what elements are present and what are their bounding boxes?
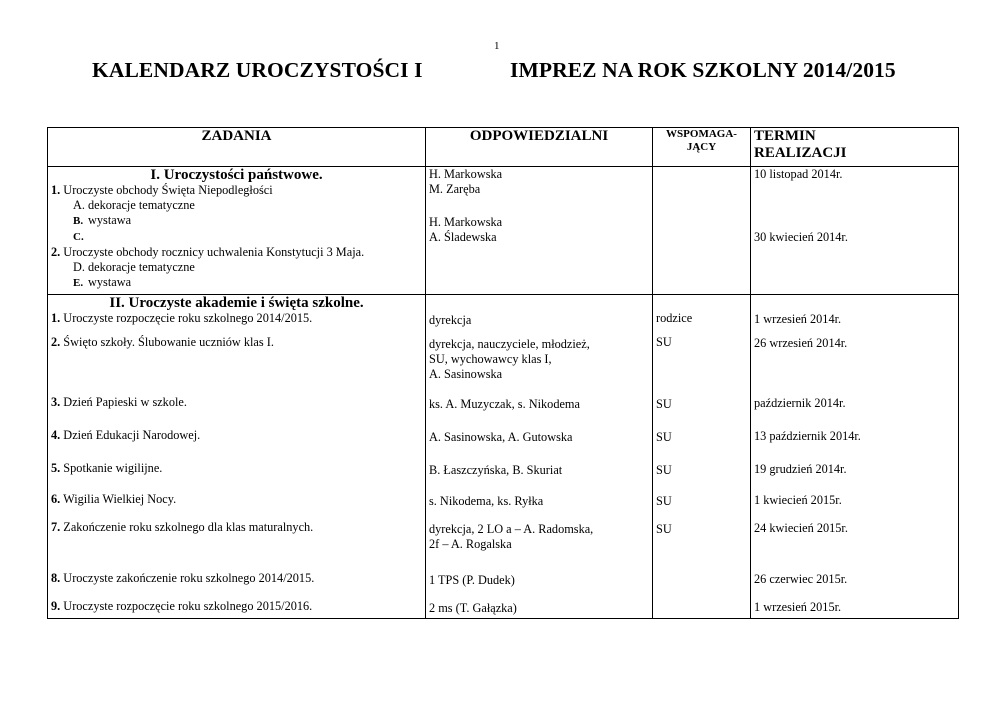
item-text: Uroczyste obchody rocznicy uchwalenia Konstytucji 3 Maja. [60,245,365,259]
deadline: 26 wrzesień 2014r. [754,336,848,350]
responsible-line: A. Śladewska [429,230,497,244]
item-text: Zakończenie roku szkolnego dla klas maturalnych. [60,520,314,534]
item-text: Dzień Papieski w szkole. [60,395,187,409]
support: SU [656,494,672,508]
support: rodzice [656,311,693,325]
header-termin [751,128,959,167]
sub-item [51,275,422,291]
page-title-part1: KALENDARZ UROCZYSTOŚCI I [92,58,423,82]
section1-responsible [426,167,653,295]
table-row [51,571,422,599]
item-number: 1. [51,183,61,197]
support: SU [656,335,672,349]
item-number: 2. [51,245,61,259]
section2-tasks [48,295,426,619]
section2-title: II. Uroczyste akademie i święta szkolne. [109,295,364,311]
sub-letter: A. [73,198,85,212]
table-row [51,492,422,520]
item-text: Uroczyste rozpoczęcie roku szkolnego 2015/2016. [60,599,313,613]
responsible-line: A. Sasinowska [429,367,503,381]
item-text: Uroczyste rozpoczęcie roku szkolnego 2014/2015. [60,311,313,325]
table-row [51,395,422,428]
item-text: Wigilia Wielkiej Nocy. [60,492,177,506]
table-row [51,428,422,461]
deadline: 30 kwiecień 2014r. [754,230,848,244]
sub-letter: B. [73,215,84,227]
header-wspomagajacy-line1: WSPOMAGA- [666,128,737,140]
sub-letter: C. [73,231,84,243]
sub-letter: D. [73,260,85,274]
responsible [429,337,649,397]
sub-item [51,213,422,229]
deadline: 10 listopad 2014r. [754,167,843,181]
sub-letter: E. [73,277,84,289]
deadline: 1 wrzesień 2014r. [754,312,842,326]
sub-text: wystawa [88,275,132,289]
table-row [51,311,422,335]
support: SU [656,463,672,477]
section1-row [48,167,959,295]
responsible: A. Sasinowska, A. Gutowska [429,430,573,444]
responsible-line: SU, wychowawcy klas I, [429,352,552,366]
support: SU [656,430,672,444]
item-text: Święto szkoły. Ślubowanie uczniów klas I. [60,335,274,349]
deadline: październik 2014r. [754,396,846,410]
responsible [429,522,649,573]
section1-item2 [51,245,422,260]
item-text: Uroczyste obchody Święta Niepodległości [60,183,273,197]
sub-item [51,260,422,275]
item-number: 9. [51,599,61,613]
section1-tasks [48,167,426,295]
item-number: 6. [51,492,61,506]
support: SU [656,397,672,411]
item-text: Spotkanie wigilijne. [60,461,163,475]
page-number: 1 [494,40,500,52]
page-title-part2: IMPREZ NA ROK SZKOLNY 2014/2015 [510,58,896,82]
item-number: 5. [51,461,61,475]
header-termin-line1: TERMIN [754,128,816,144]
sub-item [51,198,422,213]
table-row [51,461,422,492]
deadline: 1 kwiecień 2015r. [754,493,842,507]
deadline: 13 październik 2014r. [754,429,861,443]
section2-responsible [426,295,653,619]
responsible-line: M. Zaręba [429,182,481,196]
sub-text: wystawa [88,213,132,227]
responsible: 2 ms (T. Gałązka) [429,601,517,615]
section1-item1 [51,183,422,198]
responsible-line: dyrekcja, 2 LO a – A. Radomska, [429,522,594,536]
responsible-line: H. Markowska [429,167,503,181]
section1-support [653,167,751,295]
header-termin-line2: REALIZACJI [754,145,847,161]
section2-deadline [751,295,959,619]
table-row [51,520,422,571]
section2-support [653,295,751,619]
sub-text: dekoracje tematyczne [88,198,195,212]
responsible: dyrekcja [429,313,472,327]
header-row [48,128,959,167]
section1-deadline [751,167,959,295]
responsible: ks. A. Muzyczak, s. Nikodema [429,397,580,411]
deadline: 26 czerwiec 2015r. [754,572,848,586]
section2-rows [48,295,959,619]
item-number: 2. [51,335,61,349]
item-number: 8. [51,571,61,585]
item-number: 4. [51,428,61,442]
header-odpowiedzialni: ODPOWIEDZIALNI [426,128,653,167]
section1-title: I. Uroczystości państwowe. [150,167,323,183]
deadline: 24 kwiecień 2015r. [754,521,848,535]
header-zadania: ZADANIA [48,128,426,167]
header-wspomagajacy-line2: JĄCY [686,141,717,153]
header-wspomagajacy [653,128,751,167]
item-text: Dzień Edukacji Narodowej. [60,428,201,442]
table-row [51,335,422,395]
responsible-line: H. Markowska [429,215,503,229]
table-row [51,599,422,616]
item-text: Uroczyste zakończenie roku szkolnego 2014/2015. [60,571,315,585]
deadline: 19 grudzień 2014r. [754,462,847,476]
responsible: 1 TPS (P. Dudek) [429,573,515,587]
support: SU [656,522,672,536]
item-number: 1. [51,311,61,325]
responsible: s. Nikodema, ks. Ryłka [429,494,544,508]
responsible-line: 2f – A. Rogalska [429,537,512,551]
calendar-table [47,127,959,619]
sub-text: dekoracje tematyczne [88,260,195,274]
item-number: 3. [51,395,61,409]
item-number: 7. [51,520,61,534]
deadline: 1 wrzesień 2015r. [754,600,842,614]
responsible: B. Łaszczyńska, B. Skuriat [429,463,563,477]
sub-item [51,229,422,245]
responsible-line: dyrekcja, nauczyciele, młodzież, [429,337,590,351]
